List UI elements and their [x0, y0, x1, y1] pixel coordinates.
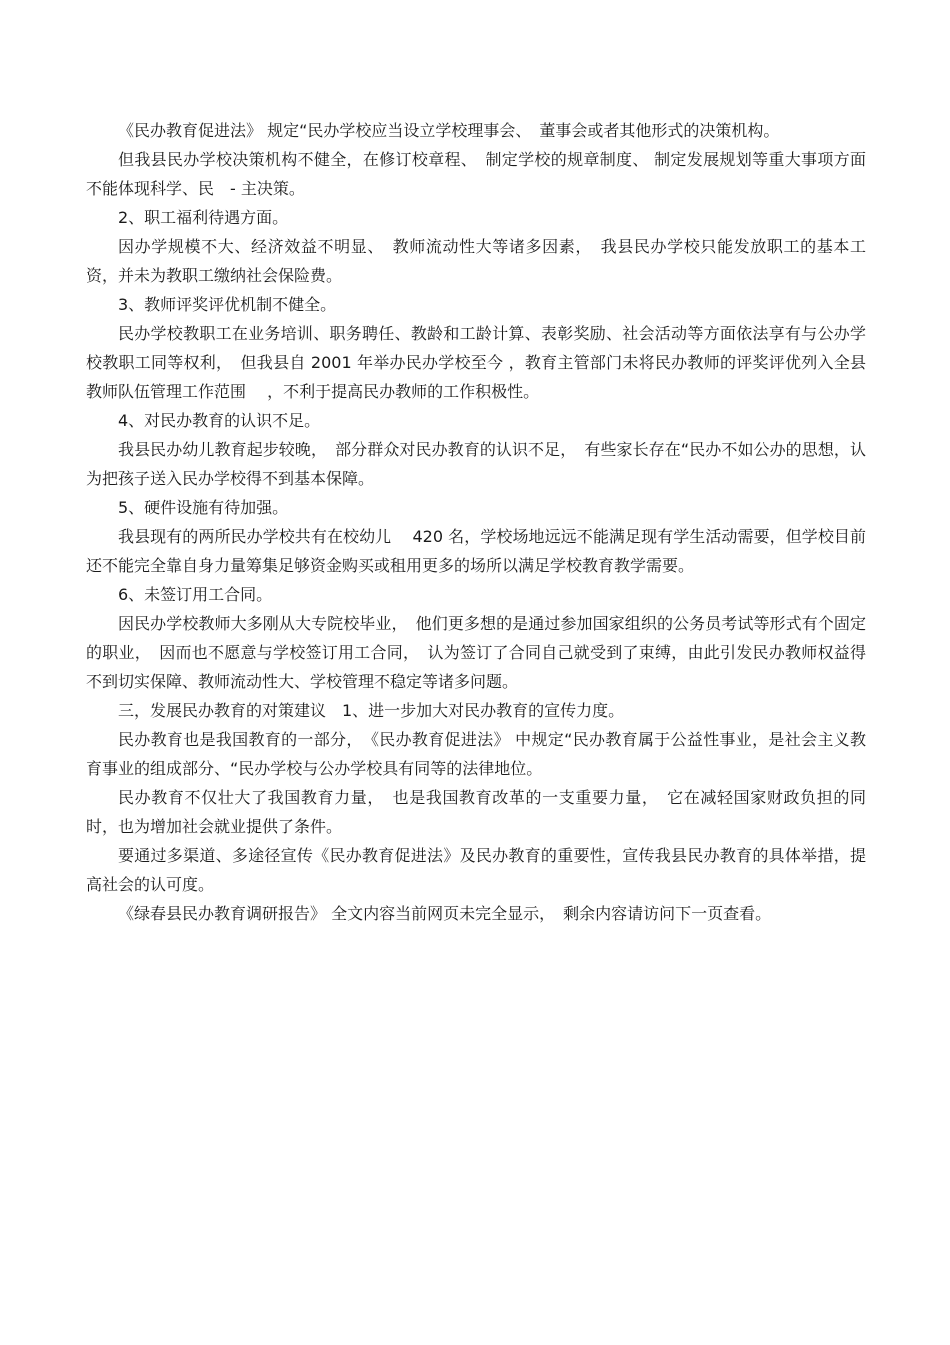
paragraph-9: 民办教育不仅壮大了我国教育力量， 也是我国教育改革的一支重要力量， 它在减轻国家财政负担的同时，也为增加社会就业提供了条件。: [86, 788, 866, 836]
document-page: [86, 116, 866, 928]
paragraph-6: 我县现有的两所民办学校共有在校幼儿 420 名，学校场地远远不能满足现有学生活动需要，但学校目前还不能完全靠自身力量筹集足够资金购买或租用更多的场所以满足学校教育教学需要。: [86, 527, 866, 575]
continuation-notice: 《绿春县民办教育调研报告》 全文内容当前网页未完全显示， 剩余内容请访问下一页查看。: [118, 904, 772, 923]
paragraph-8: 民办教育也是我国教育的一部分， 《民办教育促进法》 中规定“民办教育属于公益性事业，是社会主义教育事业的组成部分、“民办学校与公办学校具有同等的法律地位。: [86, 730, 866, 778]
paragraph-5: 我县民办幼儿教育起步较晚， 部分群众对民办教育的认识不足， 有些家长存在“民办不如公办的思想，认为把孩子送入民办学校得不到基本保障。: [86, 440, 866, 488]
section-heading-5: 5、硬件设施有待加强。: [118, 498, 289, 517]
paragraph-10: 要通过多渠道、多途径宣传《民办教育促进法》及民办教育的重要性，宣传我县民办教育的具体举措，提高社会的认可度。: [86, 846, 866, 894]
section-heading-4: 4、对民办教育的认识不足。: [118, 411, 321, 430]
paragraph-4: 民办学校教职工在业务培训、职务聘任、教龄和工龄计算、表彰奖励、社会活动等方面依法享有与公办学校教职工同等权利， 但我县自 2001 年举办民办学校至今 ，教育主管部门未将民办教师的评奖评优列入全县教师队伍管理工作范围 ，不利于提高民办教师的工作积极性。: [86, 324, 866, 401]
section-heading-3-strategy: 三，发展民办教育的对策建议 1、进一步加大对民办教育的宣传力度。: [118, 701, 625, 720]
paragraph-2: 但我县民办学校决策机构不健全，在修订校章程、 制定学校的规章制度、 制定发展规划等重大事项方面不能体现科学、民 - 主决策。: [86, 150, 866, 198]
section-heading-3: 3、教师评奖评优机制不健全。: [118, 295, 337, 314]
paragraph-1: 《民办教育促进法》 规定“民办学校应当设立学校理事会、 董事会或者其他形式的决策机构。: [118, 121, 780, 140]
paragraph-7: 因民办学校教师大多刚从大专院校毕业， 他们更多想的是通过参加国家组织的公务员考试等形式有个固定的职业， 因而也不愿意与学校签订用工合同， 认为签订了合同自己就受到了束缚，由此引发民办教师权益得不到切实保障、教师流动性大、学校管理不稳定等诸多问题。: [86, 614, 866, 691]
paragraph-3: 因办学规模不大、经济效益不明显、 教师流动性大等诸多因素， 我县民办学校只能发放职工的基本工资，并未为教职工缴纳社会保险费。: [86, 237, 866, 285]
section-heading-6: 6、未签订用工合同。: [118, 585, 273, 604]
section-heading-2: 2、职工福利待遇方面。: [118, 208, 289, 227]
